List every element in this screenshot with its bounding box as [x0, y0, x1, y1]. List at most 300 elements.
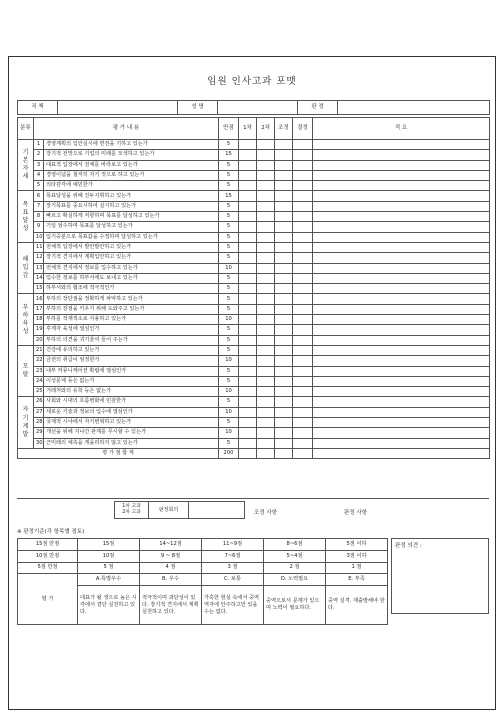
total-score-adjust[interactable]: [275, 448, 293, 458]
item-number: 21: [34, 345, 44, 355]
remarks-cell[interactable]: [313, 181, 490, 191]
table-row: [18, 376, 490, 386]
score-adjust[interactable]: [275, 273, 293, 283]
table-row: [18, 273, 490, 283]
item-number: 8: [34, 212, 44, 222]
score-first[interactable]: [239, 170, 257, 180]
score-final[interactable]: [293, 232, 313, 242]
score-final[interactable]: [293, 212, 313, 222]
criteria-cell: 10점 만점: [18, 550, 78, 562]
score-second[interactable]: [257, 428, 275, 438]
judge-label: 판 정: [298, 101, 338, 115]
item-number: 14: [34, 273, 44, 283]
score-second[interactable]: [257, 294, 275, 304]
score-final[interactable]: [293, 181, 313, 191]
grade-row: [18, 574, 388, 586]
item-number: 24: [34, 376, 44, 386]
total-remarks-cell[interactable]: [313, 448, 490, 458]
remarks-cell[interactable]: [313, 201, 490, 211]
total-row: [18, 448, 490, 458]
item-number: 26: [34, 397, 44, 407]
score-final[interactable]: [293, 397, 313, 407]
sign-table: [114, 501, 245, 519]
header-adjust: 조정: [275, 118, 293, 140]
score-first[interactable]: [239, 387, 257, 397]
remarks-cell[interactable]: [313, 418, 490, 428]
opinion-label: 판정 의견 :: [395, 543, 422, 549]
criteria-cell: 1 점: [326, 562, 388, 574]
score-first[interactable]: [239, 150, 257, 160]
score-adjust[interactable]: [275, 160, 293, 170]
header-remarks: 적 요: [313, 118, 490, 140]
score-second[interactable]: [257, 170, 275, 180]
score-first[interactable]: [239, 376, 257, 386]
score-adjust[interactable]: [275, 140, 293, 150]
item-number: 30: [34, 438, 44, 448]
remarks-cell[interactable]: [313, 294, 490, 304]
score-first[interactable]: [239, 160, 257, 170]
score-final[interactable]: [293, 160, 313, 170]
score-final[interactable]: [293, 407, 313, 417]
total-label: 평 가 점 합 계: [18, 448, 219, 458]
criteria-note: ※ 판정기준(각 항목별 점토): [17, 529, 85, 535]
grade-description: 대표가 될 생으로 높은 시각에서 결단 실천하고 있다.: [78, 586, 140, 625]
table-row: [18, 356, 490, 366]
item-max-score: 5: [219, 232, 239, 242]
score-first[interactable]: [239, 315, 257, 325]
score-final[interactable]: [293, 294, 313, 304]
score-second[interactable]: [257, 181, 275, 191]
adjust-label: 조정 사항: [254, 510, 278, 516]
criteria-cell: 8~6점: [264, 539, 326, 551]
item-max-score: 10: [219, 356, 239, 366]
table-row: [18, 315, 490, 325]
item-number: 22: [34, 356, 44, 366]
score-second[interactable]: [257, 315, 275, 325]
item-number: 1: [34, 140, 44, 150]
score-adjust[interactable]: [275, 428, 293, 438]
remarks-cell[interactable]: [313, 387, 490, 397]
score-final[interactable]: [293, 428, 313, 438]
score-first[interactable]: [239, 356, 257, 366]
remarks-cell[interactable]: [313, 140, 490, 150]
item-max-score: 5: [219, 222, 239, 232]
score-final[interactable]: [293, 315, 313, 325]
table-row: [18, 366, 490, 376]
item-max-score: 5: [219, 284, 239, 294]
score-adjust[interactable]: [275, 438, 293, 448]
header-first: 1차: [239, 118, 257, 140]
score-final[interactable]: [293, 222, 313, 232]
score-first[interactable]: [239, 263, 257, 273]
remarks-cell[interactable]: [313, 253, 490, 263]
category-label: 기본자세: [18, 140, 34, 191]
item-number: 13: [34, 263, 44, 273]
score-first[interactable]: [239, 418, 257, 428]
item-number: 7: [34, 201, 44, 211]
score-adjust[interactable]: [275, 387, 293, 397]
score-second[interactable]: [257, 438, 275, 448]
score-second[interactable]: [257, 335, 275, 345]
score-final[interactable]: [293, 304, 313, 314]
item-number: 9: [34, 222, 44, 232]
table-row: [18, 438, 490, 448]
score-first[interactable]: [239, 335, 257, 345]
score-adjust[interactable]: [275, 201, 293, 211]
opinion-box[interactable]: [391, 538, 489, 614]
item-max-score: 5: [219, 201, 239, 211]
score-second[interactable]: [257, 263, 275, 273]
score-first[interactable]: [239, 232, 257, 242]
score-final[interactable]: [293, 345, 313, 355]
score-first[interactable]: [239, 428, 257, 438]
score-first[interactable]: [239, 407, 257, 417]
score-final[interactable]: [293, 273, 313, 283]
score-first[interactable]: [239, 294, 257, 304]
score-adjust[interactable]: [275, 294, 293, 304]
score-first[interactable]: [239, 212, 257, 222]
item-text: 입수한 정보를 하부서에도 보내고 있는가: [44, 273, 219, 283]
item-text: 경영계획의 입안실시에 면전을 기하고 있는가: [44, 140, 219, 150]
score-adjust[interactable]: [275, 232, 293, 242]
sign-box[interactable]: [189, 502, 245, 519]
table-row: [18, 191, 490, 201]
score-adjust[interactable]: [275, 366, 293, 376]
item-max-score: 5: [219, 335, 239, 345]
position-label: 직 책: [18, 101, 58, 115]
item-max-score: 5: [219, 418, 239, 428]
score-adjust[interactable]: [275, 325, 293, 335]
score-adjust[interactable]: [275, 170, 293, 180]
remarks-cell[interactable]: [313, 366, 490, 376]
score-first[interactable]: [239, 325, 257, 335]
section-divider: [17, 498, 489, 500]
item-number: 20: [34, 335, 44, 345]
score-second[interactable]: [257, 253, 275, 263]
sign-meeting: 판정회의: [149, 502, 189, 519]
name-field[interactable]: [218, 101, 298, 115]
score-first[interactable]: [239, 345, 257, 355]
item-number: 10: [34, 232, 44, 242]
total-score-first[interactable]: [239, 448, 257, 458]
item-max-score: 10: [219, 407, 239, 417]
position-field[interactable]: [58, 101, 178, 115]
score-adjust[interactable]: [275, 263, 293, 273]
judge-matter-label: 판정 사항: [344, 510, 368, 516]
score-first[interactable]: [239, 304, 257, 314]
table-row: [18, 428, 490, 438]
table-row: [18, 242, 490, 252]
item-text: 내부 커뮤니케이션 확립에 열심인가: [44, 366, 219, 376]
item-number: 5: [34, 181, 44, 191]
remarks-cell[interactable]: [313, 150, 490, 160]
remarks-cell[interactable]: [313, 284, 490, 294]
criteria-cell: 5점 이하: [326, 539, 388, 551]
total-max: 200: [219, 448, 239, 458]
item-text: 대표적 입장에서 전체를 바라보고 있는가: [44, 160, 219, 170]
remarks-cell[interactable]: [313, 212, 490, 222]
score-first[interactable]: [239, 191, 257, 201]
header-final: 결정: [293, 118, 313, 140]
item-max-score: 5: [219, 140, 239, 150]
remarks-cell[interactable]: [313, 304, 490, 314]
total-score-second[interactable]: [257, 448, 275, 458]
item-number: 11: [34, 242, 44, 252]
item-text: 부하의 장단점을 정확하게 파악하고 있는가: [44, 294, 219, 304]
score-final[interactable]: [293, 284, 313, 294]
sign-first: 1차 고과: [122, 503, 141, 509]
item-text: 부하를 적재적소로 사용하고 있는가: [44, 315, 219, 325]
table-row: [18, 294, 490, 304]
remarks-cell[interactable]: [313, 191, 490, 201]
evaluation-table: [17, 117, 490, 459]
score-adjust[interactable]: [275, 242, 293, 252]
remarks-cell[interactable]: [313, 438, 490, 448]
score-second[interactable]: [257, 356, 275, 366]
header-second: 2차: [257, 118, 275, 140]
score-adjust[interactable]: [275, 315, 293, 325]
category-label: 모 랄: [18, 345, 34, 396]
score-final[interactable]: [293, 387, 313, 397]
score-final[interactable]: [293, 242, 313, 252]
table-row: [18, 222, 490, 232]
score-second[interactable]: [257, 222, 275, 232]
criteria-cell: 10점: [78, 550, 140, 562]
score-adjust[interactable]: [275, 150, 293, 160]
score-adjust[interactable]: [275, 418, 293, 428]
item-max-score: 15: [219, 191, 239, 201]
item-number: 28: [34, 418, 44, 428]
score-second[interactable]: [257, 242, 275, 252]
score-adjust[interactable]: [275, 345, 293, 355]
score-final[interactable]: [293, 201, 313, 211]
table-row: [18, 232, 490, 242]
score-first[interactable]: [239, 201, 257, 211]
score-first[interactable]: [239, 140, 257, 150]
score-final[interactable]: [293, 376, 313, 386]
score-first[interactable]: [239, 366, 257, 376]
item-max-score: 5: [219, 181, 239, 191]
grade-label: B. 우수: [140, 574, 202, 586]
item-max-score: 10: [219, 428, 239, 438]
remarks-cell[interactable]: [313, 335, 490, 345]
item-number: 4: [34, 170, 44, 180]
grade-description: 적극적이며 과단성이 있다. 장기적 견지에서 계획실천하고 있다.: [140, 586, 202, 625]
criteria-cell: 2 점: [264, 562, 326, 574]
criteria-cell: 7~6점: [202, 550, 264, 562]
table-row: [18, 253, 490, 263]
score-first[interactable]: [239, 242, 257, 252]
item-max-score: 5: [219, 304, 239, 314]
item-text: 목표달성을 위해 진두지휘하고 있는가: [44, 191, 219, 201]
item-number: 6: [34, 191, 44, 201]
item-number: 27: [34, 407, 44, 417]
criteria-row: [18, 539, 388, 551]
item-text: 부하의 장점을 키우기 위해 도와주고 있는가: [44, 304, 219, 314]
score-first[interactable]: [239, 253, 257, 263]
score-first[interactable]: [239, 222, 257, 232]
item-text: 사회와 시대의 흐름변화에 민감한가: [44, 397, 219, 407]
item-text: 경영이념을 철저히 자기 것으로 하고 있는가: [44, 170, 219, 180]
remarks-cell[interactable]: [313, 376, 490, 386]
score-second[interactable]: [257, 191, 275, 201]
score-second[interactable]: [257, 387, 275, 397]
score-second[interactable]: [257, 325, 275, 335]
score-final[interactable]: [293, 335, 313, 345]
criteria-cell: 14~12점: [140, 539, 202, 551]
remarks-cell[interactable]: [313, 345, 490, 355]
score-first[interactable]: [239, 397, 257, 407]
remarks-cell[interactable]: [313, 397, 490, 407]
header-category: 분류: [18, 118, 34, 140]
info-table: [17, 100, 490, 115]
item-text: 장기적 전망으로 기업의 미래를 모색하고 있는가: [44, 150, 219, 160]
item-number: 29: [34, 428, 44, 438]
remarks-cell[interactable]: [313, 407, 490, 417]
remarks-cell[interactable]: [313, 325, 490, 335]
criteria-cell: 15점: [78, 539, 140, 551]
score-second[interactable]: [257, 376, 275, 386]
table-row: [18, 397, 490, 407]
criteria-cell: 5~4점: [264, 550, 326, 562]
item-text: 장기적 견지에서 계획입안하고 있는가: [44, 253, 219, 263]
judge-field[interactable]: [338, 101, 490, 115]
item-max-score: 10: [219, 315, 239, 325]
score-second[interactable]: [257, 212, 275, 222]
score-second[interactable]: [257, 140, 275, 150]
total-score-final[interactable]: [293, 448, 313, 458]
item-number: 16: [34, 294, 44, 304]
score-second[interactable]: [257, 273, 275, 283]
remarks-cell[interactable]: [313, 232, 490, 242]
item-text: 건강에 유의하고 있는가: [44, 345, 219, 355]
score-final[interactable]: [293, 325, 313, 335]
score-adjust[interactable]: [275, 253, 293, 263]
score-adjust[interactable]: [275, 356, 293, 366]
score-final[interactable]: [293, 418, 313, 428]
remarks-cell[interactable]: [313, 170, 490, 180]
remarks-cell[interactable]: [313, 356, 490, 366]
remarks-cell[interactable]: [313, 263, 490, 273]
score-second[interactable]: [257, 160, 275, 170]
item-text: 하부서와의 협조에 적극적인가: [44, 284, 219, 294]
table-row: [18, 407, 490, 417]
score-first[interactable]: [239, 284, 257, 294]
criteria-cell: 3 점: [202, 562, 264, 574]
item-max-score: 15: [219, 150, 239, 160]
score-first[interactable]: [239, 181, 257, 191]
table-row: [18, 284, 490, 294]
table-row: [18, 418, 490, 428]
criteria-table: [17, 538, 388, 625]
remarks-cell[interactable]: [313, 242, 490, 252]
table-row: [18, 212, 490, 222]
table-row: [18, 335, 490, 345]
score-adjust[interactable]: [275, 304, 293, 314]
item-text: 전체적 견지에서 정보를 입수하고 있는가: [44, 263, 219, 273]
score-final[interactable]: [293, 263, 313, 273]
criteria-cell: 4 점: [140, 562, 202, 574]
score-second[interactable]: [257, 366, 275, 376]
item-text: 이성문제 등은 없는가: [44, 376, 219, 386]
remarks-cell[interactable]: [313, 273, 490, 283]
table-row: [18, 201, 490, 211]
item-text: 의타감각에 예민한가: [44, 181, 219, 191]
score-adjust[interactable]: [275, 407, 293, 417]
score-second[interactable]: [257, 304, 275, 314]
score-adjust[interactable]: [275, 335, 293, 345]
form-frame: [8, 56, 496, 710]
item-max-score: 5: [219, 397, 239, 407]
score-second[interactable]: [257, 284, 275, 294]
score-final[interactable]: [293, 191, 313, 201]
item-text: 장기목표를 중요시하여 실시하고 있는가: [44, 201, 219, 211]
score-final[interactable]: [293, 170, 313, 180]
item-text: 기일 엄수하며 목표를 달성하고 있는가: [44, 222, 219, 232]
score-second[interactable]: [257, 397, 275, 407]
criteria-cell: 3점 이하: [326, 550, 388, 562]
score-adjust[interactable]: [275, 191, 293, 201]
item-text: 거래처와의 유착 등은 없는가: [44, 387, 219, 397]
table-row: [18, 263, 490, 273]
score-adjust[interactable]: [275, 181, 293, 191]
score-adjust[interactable]: [275, 397, 293, 407]
item-text: 근미래의 예측을 게을리하지 않고 있는가: [44, 438, 219, 448]
sign-second: 2차 고과: [122, 510, 141, 515]
score-adjust[interactable]: [275, 212, 293, 222]
item-max-score: 5: [219, 325, 239, 335]
criteria-cell: 5점 만점: [18, 562, 78, 574]
criteria-row: [18, 562, 388, 574]
category-label: 부하육성: [18, 294, 34, 345]
item-number: 15: [34, 284, 44, 294]
item-max-score: 5: [219, 366, 239, 376]
score-adjust[interactable]: [275, 222, 293, 232]
item-max-score: 5: [219, 170, 239, 180]
score-first[interactable]: [239, 438, 257, 448]
eval-label: 평 가: [18, 574, 78, 625]
score-second[interactable]: [257, 232, 275, 242]
score-adjust[interactable]: [275, 376, 293, 386]
remarks-cell[interactable]: [313, 160, 490, 170]
sign-first-second: [115, 502, 149, 519]
remarks-cell[interactable]: [313, 222, 490, 232]
remarks-cell[interactable]: [313, 428, 490, 438]
score-final[interactable]: [293, 253, 313, 263]
score-second[interactable]: [257, 418, 275, 428]
score-final[interactable]: [293, 438, 313, 448]
item-text: 금전의 취급이 엄정한가: [44, 356, 219, 366]
score-final[interactable]: [293, 356, 313, 366]
score-final[interactable]: [293, 140, 313, 150]
score-final[interactable]: [293, 150, 313, 160]
score-second[interactable]: [257, 150, 275, 160]
score-final[interactable]: [293, 366, 313, 376]
score-first[interactable]: [239, 273, 257, 283]
item-number: 3: [34, 160, 44, 170]
grade-label: C. 보통: [202, 574, 264, 586]
grade-label: E. 부족: [326, 574, 388, 586]
name-label: 성 명: [178, 101, 218, 115]
remarks-cell[interactable]: [313, 315, 490, 325]
score-second[interactable]: [257, 407, 275, 417]
score-second[interactable]: [257, 201, 275, 211]
item-text: 입기중분으로 목표값을 수정하며 달성하고 있는가: [44, 232, 219, 242]
grade-description: 중역 실격. 재출발해야 한다.: [326, 586, 388, 625]
score-second[interactable]: [257, 345, 275, 355]
item-max-score: 5: [219, 294, 239, 304]
score-adjust[interactable]: [275, 284, 293, 294]
